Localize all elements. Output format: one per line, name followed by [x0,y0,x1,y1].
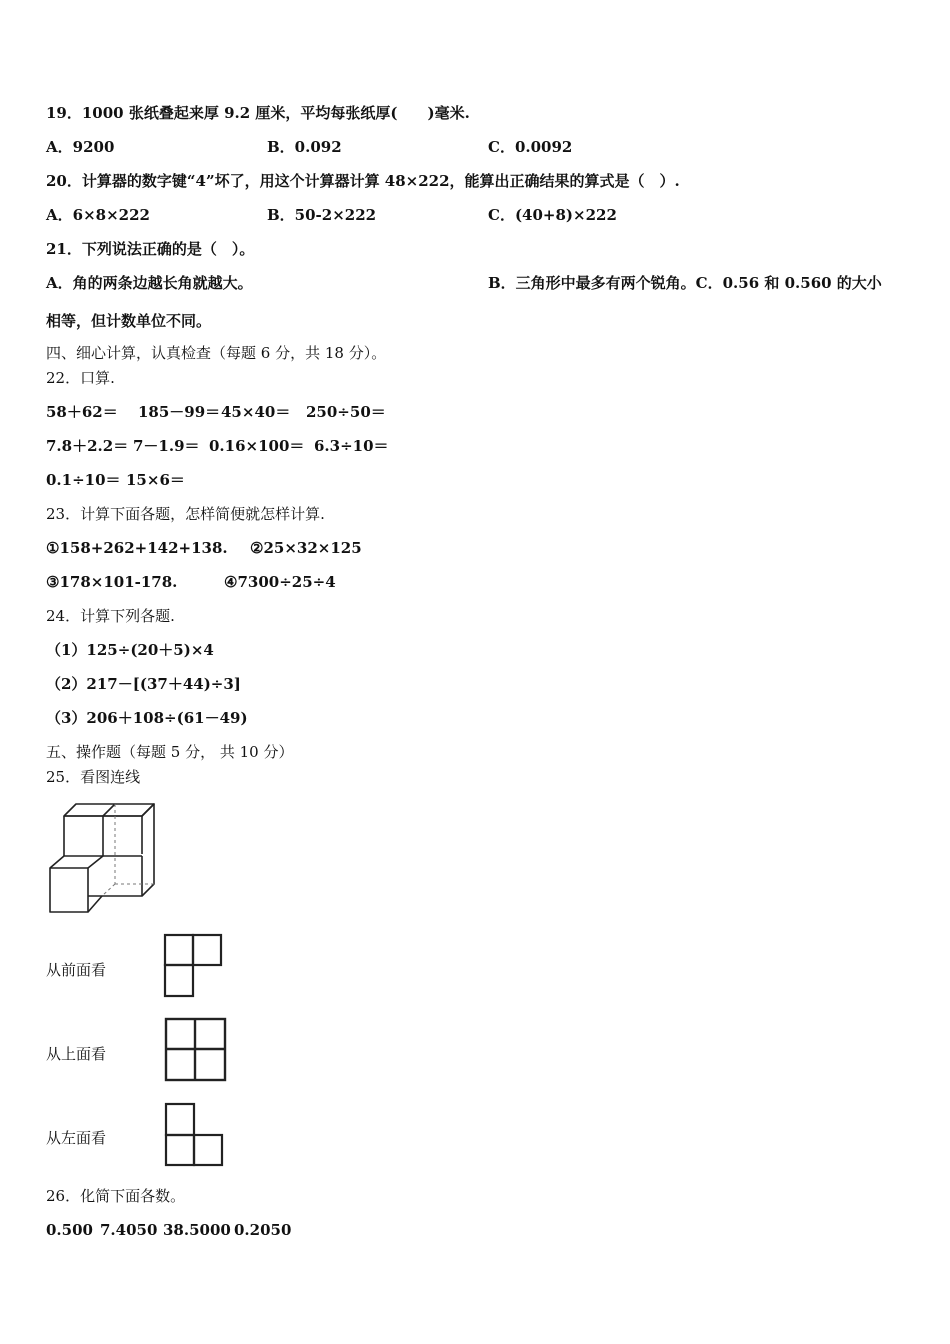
q24-item-2: （2）217－[(37＋44)÷3] [46,675,241,693]
q22-item: 58＋62＝ [46,403,118,421]
q22-item: 0.16×100＝ [209,437,305,455]
view-label-left: 从左面看 [46,1129,107,1147]
q24-item-1: （1）125÷(20＋5)×4 [46,641,214,659]
q20-option-b: B．50-2×222 [267,206,377,224]
view-shape-front[interactable] [163,933,225,999]
view-shape-left[interactable] [163,1101,227,1169]
q26-number: 38.5000 [163,1221,231,1239]
q20-option-a: A．6×8×222 [46,206,150,224]
q19-option-a: A．9200 [46,138,115,156]
view-label-top: 从上面看 [46,1045,107,1063]
view-shape-top[interactable] [163,1016,229,1084]
q26-number: 7.4050 [100,1221,158,1239]
q24-item-3: （3）206＋108÷(61－49) [46,709,248,727]
q22-item: 45×40＝ [221,403,291,421]
q20-option-c: C．(40+8)×222 [488,206,617,224]
q22-item: 250÷50＝ [306,403,386,421]
view-label-front: 从前面看 [46,961,107,979]
solid-figure [44,798,164,918]
q26-stem: 26．化简下面各数。 [46,1187,186,1205]
q25-stem: 25．看图连线 [46,768,141,786]
q22-item: 185－99＝ [138,403,221,421]
q22-item: 15×6＝ [126,471,185,489]
q23-item-4: ④7300÷25÷4 [224,573,336,591]
q22-item: 7－1.9＝ [133,437,200,455]
q23-stem: 23．计算下面各题，怎样简便就怎样计算. [46,505,325,523]
q21-option-a: A．角的两条边越长角就越大。 [46,274,253,292]
q21-stem: 21．下列说法正确的是（ ）。 [46,240,255,258]
q19-option-b: B．0.092 [267,138,342,156]
q19-stem: 19．1000 张纸叠起来厚 9.2 厘米，平均每张纸厚( )毫米. [46,104,470,122]
q23-item-1: ①158+262+142+138. [46,539,228,557]
q22-item: 7.8＋2.2＝ [46,437,129,455]
q19-option-c: C．0.0092 [488,138,573,156]
q24-stem: 24．计算下列各题. [46,607,175,625]
section4-title: 四、细心计算，认真检查（每题 6 分，共 18 分）。 [46,344,387,362]
q22-stem: 22．口算. [46,369,115,387]
q26-number: 0.2050 [234,1221,292,1239]
q21-option-bc: B．三角形中最多有两个锐角。C．0.56 和 0.560 的大小 [488,274,882,292]
q23-item-3: ③178×101-178. [46,573,178,591]
q22-item: 0.1÷10＝ [46,471,121,489]
q20-stem: 20．计算器的数字键“4”坏了，用这个计算器计算 48×222，能算出正确结果的算式是（ ）. [46,172,680,190]
q22-item: 6.3÷10＝ [314,437,389,455]
q23-item-2: ②25×32×125 [250,539,362,557]
q26-number: 0.500 [46,1221,93,1239]
section5-title: 五、操作题（每题 5 分， 共 10 分） [46,743,294,761]
q21-continuation: 相等，但计数单位不同。 [46,312,212,330]
